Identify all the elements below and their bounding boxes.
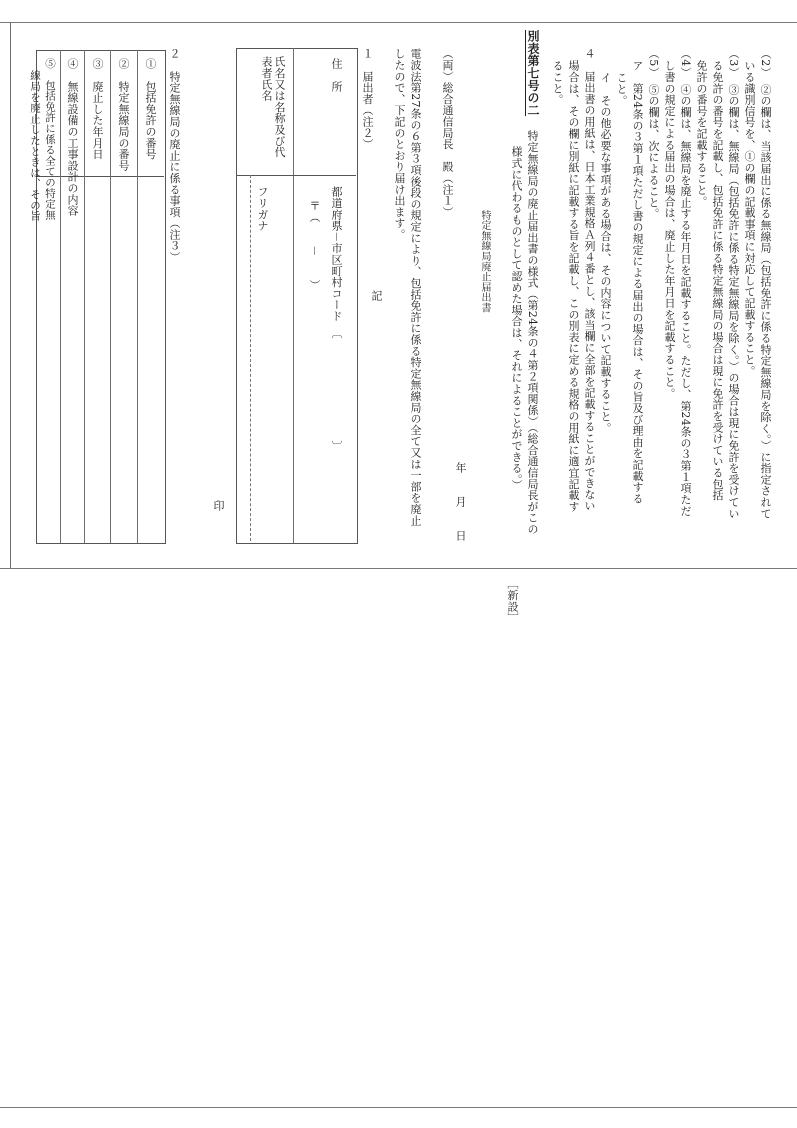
items-row-divider-3 [84,50,85,543]
top-rule [0,22,797,23]
date: 年 月 日 [454,462,467,542]
note-line: （5） ⑤の欄は、次によること。 [647,48,660,220]
section-2-title: ２ 特定無線局の廃止に係る事項（注３） [168,48,181,263]
note-line: 免許の番号を記載すること。 [695,60,708,207]
note-line: イ その他必要な事項がある場合は、その内容について記載すること。 [599,72,612,434]
bottom-rule [0,1107,797,1108]
furigana-dash [250,175,251,541]
note-line: ア 第24条の３第１項ただし書の規定による届出の場合は、その旨及び理由を記載する [631,60,644,504]
left-divider [10,22,11,568]
item-equipment-design: ④ 無線設備の工事設計の内容 [66,58,79,217]
note-line: ること。 [551,60,564,106]
body-text: 電波法第27条の６第３項後段の規定により、包括免許に係る特定無線局の全て又は一部を廃止 [409,48,422,526]
heading-description: 特定無線局の廃止届出書の様式（第24条の４第２項関係）（総合通信局長がこの [526,130,539,535]
section-1-title: １ 届出者（注２） [361,48,374,150]
addressee: （両）総合通信局長 殿（注１） [441,48,454,218]
address-value: 都道府県－市区町村コード 〔 〕 [330,186,343,452]
address-label: 住 所 [330,58,343,92]
note-line: こと。 [615,72,628,106]
note-line: いる識別信号を、①の欄の記載事項に対応して記載すること。 [743,60,756,377]
note-line: （3） ③の欄は、無線局（包括免許に係る特定無線局を除く。）の場合は現に免許を受けてい [727,48,740,519]
postal-code: 〒（ － ） [308,200,321,291]
table-heading: 別表第七号の二 [526,30,540,117]
seal-mark: 印 [212,500,225,512]
form-title: 特定無線局廃止届出書 [479,210,490,313]
body-text-2: したので、下記のとおり届け出ます。 [393,48,406,241]
items-row-divider-1 [137,50,138,543]
furigana-label: フリガナ [256,186,269,232]
ki-label: 記 [370,290,383,302]
items-row-divider-2 [110,50,111,543]
middle-rule [0,568,797,569]
item-abolition-date: ③ 廃止した年月日 [91,58,104,160]
note-line: し書の規定による届出の場合は、廃止した年月日を記載すること。 [663,60,676,399]
note-line: ４ 届出書の用紙は、日本工業規格Ａ列４番とし、該当欄に全部を記載することができない [583,48,596,512]
note-line: （2） ②の欄は、当該届出に係る無線局（包括免許に係る特定無線局を除く。）に指定されて [759,48,772,519]
new-establishment-label: ［新設］ [506,578,519,624]
item-station-number: ② 特定無線局の番号 [117,58,130,171]
name-label: 氏名又は名称及び代表者氏名 [260,56,286,158]
applicant-label-divider [236,175,356,176]
item-license-number: ① 包括免許の番号 [144,58,157,160]
note-line: る免許の番号を記載し、包括免許に係る特定無線局の場合は現に免許を受けている包括 [711,60,724,501]
note-line: 場合は、その欄に別紙に記載する旨を記載し、この別表に定める規格の用紙に適宜記載す [567,60,580,512]
heading-description-2: 様式に代わるものとして認めた場合は、それによることができる。） [510,146,523,491]
item-all-stations-2: 線局を廃止したときは、その旨 [29,70,41,222]
item-all-stations-1: ⑤ 包括免許に係る全ての特定無 [44,58,56,220]
applicant-row-divider [293,48,294,543]
items-row-divider-4 [60,50,61,543]
note-line: （4） ④の欄は、無線局を廃止する年月日を記載すること。ただし、第24条の３第１項ただ [679,48,692,517]
